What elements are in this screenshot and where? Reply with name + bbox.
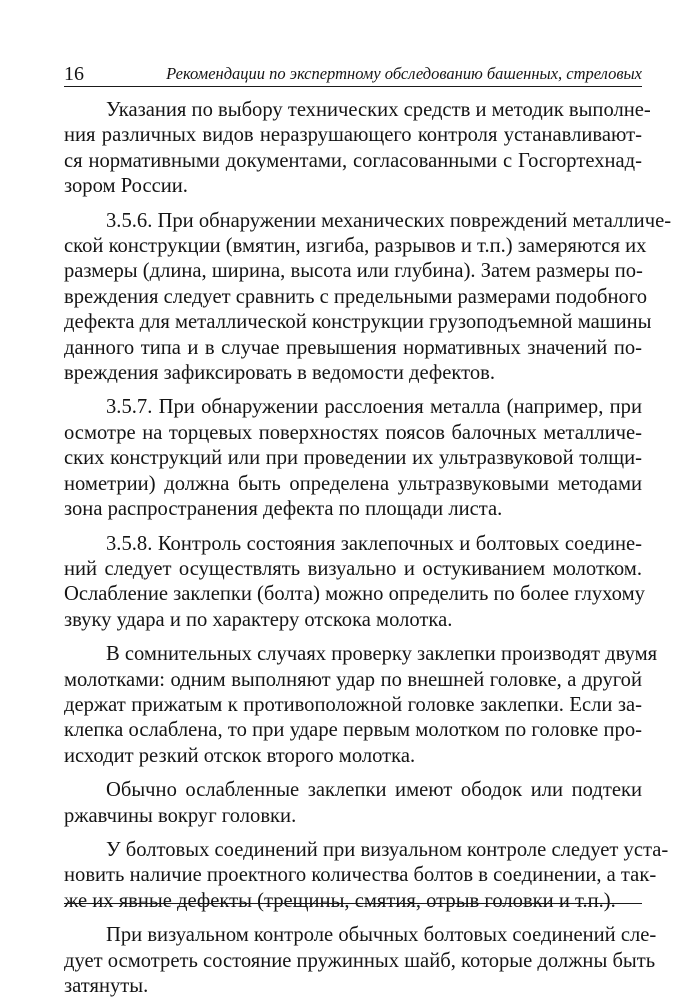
body-text <box>64 98 672 1008</box>
paragraph <box>64 642 658 769</box>
text-line: Ослабление заклепки (болта) можно определить по более глухому <box>64 583 645 606</box>
text-line: ских конструкций или при проведении их ультразвуковой толщи- <box>64 447 642 470</box>
text-line: ния различных видов неразрушающего контроля устанавливают- <box>64 124 642 147</box>
text-line: ской конструкции (вмятин, изгиба, разрывов и т.п.) замеряются их <box>64 235 647 258</box>
text-line: же их явные дефекты (трещины, смятия, отрыв головки и т.п.). <box>64 889 616 912</box>
text-line: держат прижатым к противоположной головке заклепки. Если за- <box>64 693 642 716</box>
running-header-title: Рекомендации по экспертному обследованию башенных, стреловых <box>166 64 642 83</box>
paragraph <box>64 395 642 522</box>
text-line: зона распространения дефекта по площади листа. <box>64 498 503 521</box>
text-line: вреждения следует сравнить с предельными размерами подобного <box>64 285 648 308</box>
paragraph <box>64 98 651 200</box>
text-line: 3.5.8. Контроль состояния заклепочных и болтовых соедине- <box>106 532 642 555</box>
text-line: вреждения зафиксировать в ведомости дефектов. <box>64 362 496 385</box>
paragraph <box>64 778 642 829</box>
running-header <box>64 62 642 87</box>
text-line: размеры (длина, ширина, высота или глубина). Затем размеры по- <box>64 260 643 283</box>
footer-rule <box>64 903 642 904</box>
text-line: 3.5.6. При обнаружении механических повреждений металличе- <box>106 209 672 232</box>
text-line: дует осмотреть состояние пружинных шайб, которые должны быть <box>64 949 656 972</box>
text-line: При визуальном контроле обычных болтовых соединений сле- <box>106 924 657 947</box>
text-line: ржавчины вокруг головки. <box>64 804 297 827</box>
text-line: 3.5.7. При обнаружении расслоения металла (например, при <box>106 396 642 419</box>
text-line: осмотре на торцевых поверхностях поясов балочных металличе- <box>64 421 642 444</box>
text-line: дефекта для металлической конструкции грузоподъемной машины <box>64 311 652 334</box>
text-line: ний следует осуществлять визуально и остукиванием молотком. <box>64 557 642 580</box>
page-number: 16 <box>64 63 84 85</box>
text-line: нометрии) должна быть определена ультразвуковыми методами <box>64 472 642 495</box>
paragraph <box>64 923 657 999</box>
text-line: В сомнительных случаях проверку заклепки производят двумя <box>106 643 658 666</box>
text-line: ся нормативными документами, согласованными с Госгортехнад- <box>64 149 642 172</box>
text-line: новить наличие проектного количества болтов в соединении, а так- <box>64 864 657 887</box>
text-line: У болтовых соединений при визуальном контроле следует уста- <box>106 838 669 861</box>
text-line: Указания по выбору технических средств и методик выполне- <box>106 99 651 121</box>
text-line: звуку удара и по характеру отскока молотка. <box>64 608 453 631</box>
paragraph <box>64 209 672 387</box>
text-line: Обычно ослабленные заклепки имеют ободок или подтеки <box>106 779 642 802</box>
text-line: исходит резкий отскок второго молотка. <box>64 744 416 767</box>
text-line: молотками: одним выполняют удар по внешней головке, а другой <box>64 668 642 691</box>
paragraph <box>64 532 645 634</box>
text-line: клепка ослаблена, то при ударе первым молотком по головке про- <box>64 719 642 742</box>
text-line: данного типа и в случае превышения нормативных значений по- <box>64 336 642 359</box>
text-line: зором России. <box>64 175 188 198</box>
text-line: затянуты. <box>64 975 149 997</box>
